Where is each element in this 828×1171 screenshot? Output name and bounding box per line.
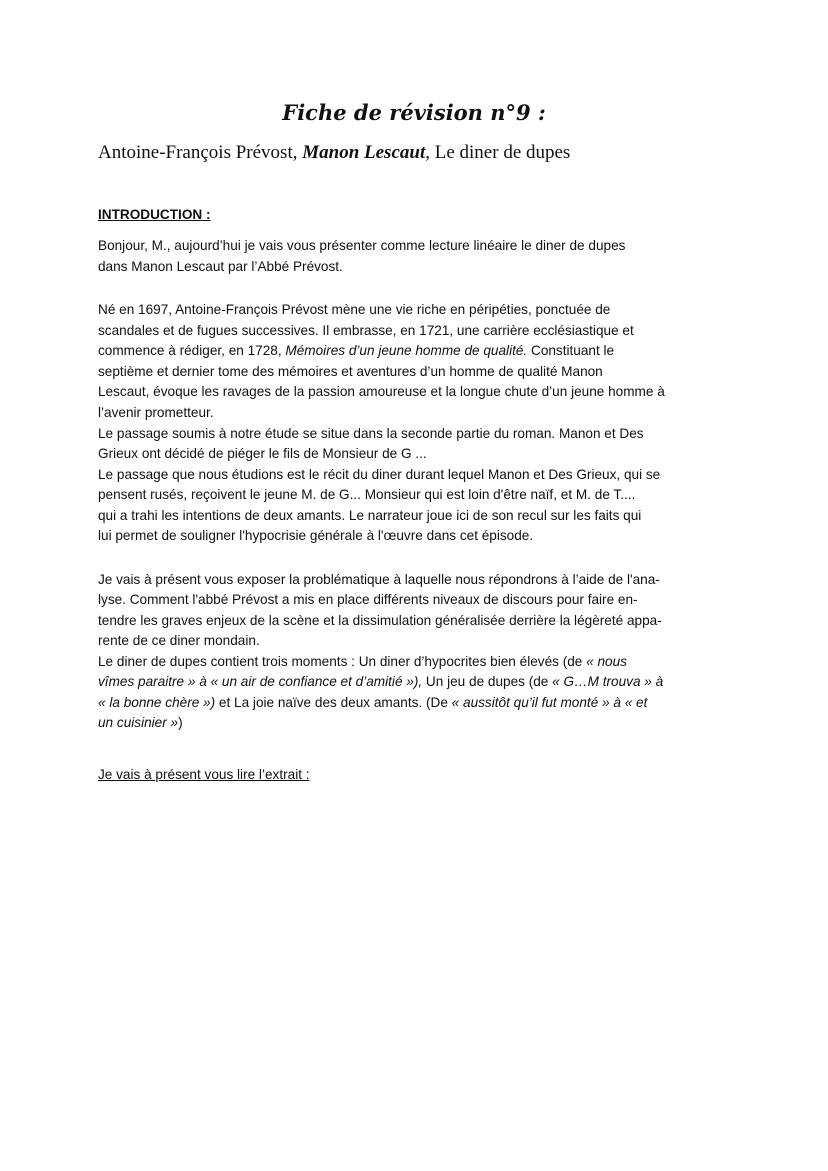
text-line xyxy=(98,507,641,525)
text-segment: l’avenir prometteur. xyxy=(98,405,214,420)
text-segment: Le passage que nous étudions est le récit du diner durant lequel Manon et Des Grieux, qui se xyxy=(98,467,661,482)
text-segment: rente de ce diner mondain. xyxy=(98,633,260,648)
text-line xyxy=(98,301,610,319)
reading-heading: Je vais à présent vous lire l’extrait : xyxy=(98,767,310,782)
text-line xyxy=(98,445,427,463)
text-segment: Le passage soumis à notre étude se situe dans la seconde partie du roman. Manon et Des xyxy=(98,426,644,441)
text-line xyxy=(98,258,343,276)
text-segment: Bonjour, M., aujourd’hui je vais vous présenter comme lecture linéaire le diner de dupes xyxy=(98,238,626,253)
text-segment: ) xyxy=(178,715,183,730)
text-line xyxy=(98,632,260,650)
text-line xyxy=(98,486,635,504)
subtitle-work: Manon Lescaut xyxy=(302,142,426,163)
introduction-heading: INTRODUCTION : xyxy=(98,207,211,222)
subtitle xyxy=(98,142,570,164)
text-segment: Grieux ont décidé de piéger le fils de Monsieur de G ... xyxy=(98,446,427,461)
text-segment: Constituant le xyxy=(527,343,615,358)
text-segment: et La joie naïve des deux amants. (De xyxy=(215,695,452,710)
italic-text: vîmes paraitre » à « un air de confiance et d’amitié »), xyxy=(98,674,423,689)
text-line xyxy=(98,466,660,484)
text-segment: dans Manon Lescaut par l’Abbé Prévost. xyxy=(98,259,343,274)
text-line xyxy=(98,363,603,381)
text-line xyxy=(98,571,660,589)
text-line xyxy=(98,383,665,401)
text-line xyxy=(98,404,214,422)
text-line xyxy=(98,527,533,545)
text-segment: Je vais à présent vous exposer la problématique à laquelle nous répondrons à l’aide de l'ana- xyxy=(98,572,660,587)
italic-text: un cuisinier » xyxy=(98,715,179,730)
italic-text: « la bonne chère ») xyxy=(98,695,216,710)
page-title: Fiche de révision n°9 : xyxy=(282,100,546,125)
text-segment: Né en 1697, Antoine-François Prévost mène une vie riche en péripéties, ponctuée de xyxy=(98,302,611,317)
text-segment: qui a trahi les intentions de deux amants. Le narrateur joue ici de son recul sur les faits qui xyxy=(98,508,642,523)
text-line xyxy=(98,342,614,360)
subtitle-author: Antoine-François Prévost, xyxy=(98,142,303,163)
text-segment: Lescaut, évoque les ravages de la passion amoureuse et la longue chute d’un jeune homme à xyxy=(98,384,665,399)
text-line xyxy=(98,237,625,255)
text-segment: scandales et de fugues successives. Il embrasse, en 1721, une carrière ecclésiastique et xyxy=(98,323,634,338)
text-line xyxy=(98,612,662,630)
text-segment: lui permet de souligner l'hypocrisie générale à l'œuvre dans cet épisode. xyxy=(98,528,534,543)
text-line xyxy=(98,322,634,340)
text-line xyxy=(98,591,638,609)
text-segment: lyse. Comment l'abbé Prévost a mis en place différents niveaux de discours pour faire en- xyxy=(98,592,638,607)
text-line xyxy=(98,673,663,691)
text-segment: septième et dernier tome des mémoires et aventures d’un homme de qualité Manon xyxy=(98,364,603,379)
italic-text: « G…M trouva » à xyxy=(552,674,664,689)
italic-text: « nous xyxy=(586,654,627,669)
text-segment: tendre les graves enjeux de la scène et la dissimulation généralisée derrière la légèreté appa- xyxy=(98,613,662,628)
subtitle-rest: , Le diner de dupes xyxy=(425,142,571,163)
text-line xyxy=(98,653,627,671)
text-line xyxy=(98,425,644,443)
text-segment: Le diner de dupes contient trois moments : Un diner d’hypocrites bien élevés (de xyxy=(98,654,587,669)
text-line xyxy=(98,694,647,712)
italic-text: « aussitôt qu’il fut monté » à « et xyxy=(451,695,648,710)
text-segment: Un jeu de dupes (de xyxy=(422,674,553,689)
text-segment: pensent rusés, reçoivent le jeune M. de G... Monsieur qui est loin d'être naïf, et M. de T.... xyxy=(98,487,636,502)
text-line xyxy=(98,714,183,732)
italic-text: Mémoires d’un jeune homme de qualité. xyxy=(285,343,528,358)
text-segment: commence à rédiger, en 1728, xyxy=(98,343,286,358)
